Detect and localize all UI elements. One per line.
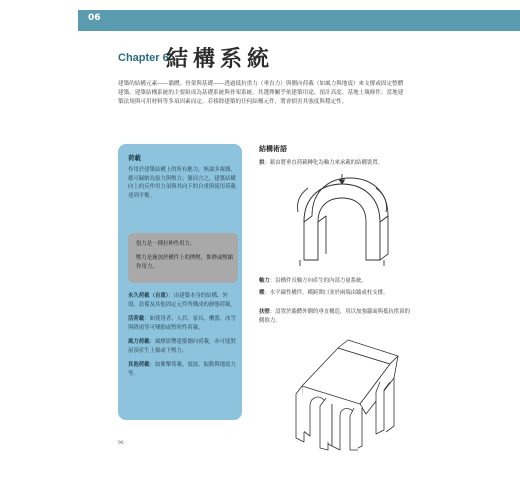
arch-illustration: [290, 174, 400, 266]
term-label: 軸力: [259, 278, 270, 284]
term-text: ：水平線性構件，橫跨開口並於兩端由牆或柱支撐。: [264, 290, 389, 296]
intro-paragraph: 建築的結構元素——牆體、骨架與基礎——透過抵抗重力（垂直力）與側向荷載（如風力與地震）來支撐或固定整體建築。建築結構系統的主要組成為基礎系統與骨架系統。其選擇關乎依建築用途、預計高度、基地土壤條件、當地建築法規與可用材料等多項因素而定。若移除建築的任何結構元件，將會損害其強度與穩定性。: [118, 81, 404, 105]
chapter-label: Chapter 6: [118, 52, 169, 64]
term-label: 拱: [259, 160, 265, 166]
term-text: ：沿構件長軸方向產生的內部力量系統。: [269, 278, 367, 284]
definition-text: ：風壓影響建築側向荷載，亦可能對屋頂產生上揚或下壓力。: [128, 339, 236, 354]
terms-heading: 結構術語: [259, 145, 287, 153]
chapter-band: [78, 10, 520, 31]
buttress-pavilion-illustration: [292, 334, 402, 452]
loads-paragraph: 作用於建築結構上的所有應力，無論多複雜，都可歸納為張力與壓力；簡而言之，建築結構向上的反作用力須與其向下的自重與使用荷載達到平衡。: [128, 167, 236, 199]
term-beam: [259, 289, 411, 298]
page-number: 96: [118, 441, 124, 446]
definition-text: ：由建築本身的結構、外殼、設備及其他固定元件所構成的靜態荷載。: [128, 293, 236, 308]
term-arch: [259, 159, 411, 168]
definition-item: [128, 338, 236, 355]
definition-term: 風力荷載: [128, 339, 150, 345]
term-label: 樑: [259, 290, 265, 296]
definition-text: ：如衝擊荷載、震波、振動與地震力等。: [128, 362, 236, 377]
compression-text: 壓力是施加於構件上的擠壓，推擠或壓縮作用力。: [136, 255, 234, 270]
definition-term: 活荷載: [128, 316, 145, 322]
loads-panel: [118, 144, 242, 420]
term-text: ：藉由將垂直荷載轉化為軸力來承載的結構裝置。: [264, 160, 384, 166]
chapter-number: 06: [88, 13, 101, 23]
term-label: 扶壁: [259, 309, 270, 315]
definition-term: 其他荷載: [128, 362, 150, 368]
term-buttress: [259, 308, 411, 325]
tension-compression-box: [128, 233, 238, 283]
definition-item: [128, 361, 236, 378]
loads-heading: 荷載: [128, 154, 141, 162]
term-axial: [259, 277, 411, 286]
definition-term: 永久荷載（自重）: [128, 293, 169, 299]
definition-text: ：如使用者、人員、家具、機器、冰雪與降雨等可變動或暫時性荷載。: [128, 316, 236, 331]
term-text: ：設置於牆體外側的垂直構造，用以加強牆面與抵抗拱頂的側推力。: [259, 309, 410, 324]
definition-item: [128, 315, 236, 332]
definition-item: [128, 292, 236, 309]
tension-text: 張力是一種拉伸作用力。: [136, 241, 196, 247]
load-definitions: [128, 292, 236, 384]
chapter-title: 結構系統: [166, 47, 275, 72]
